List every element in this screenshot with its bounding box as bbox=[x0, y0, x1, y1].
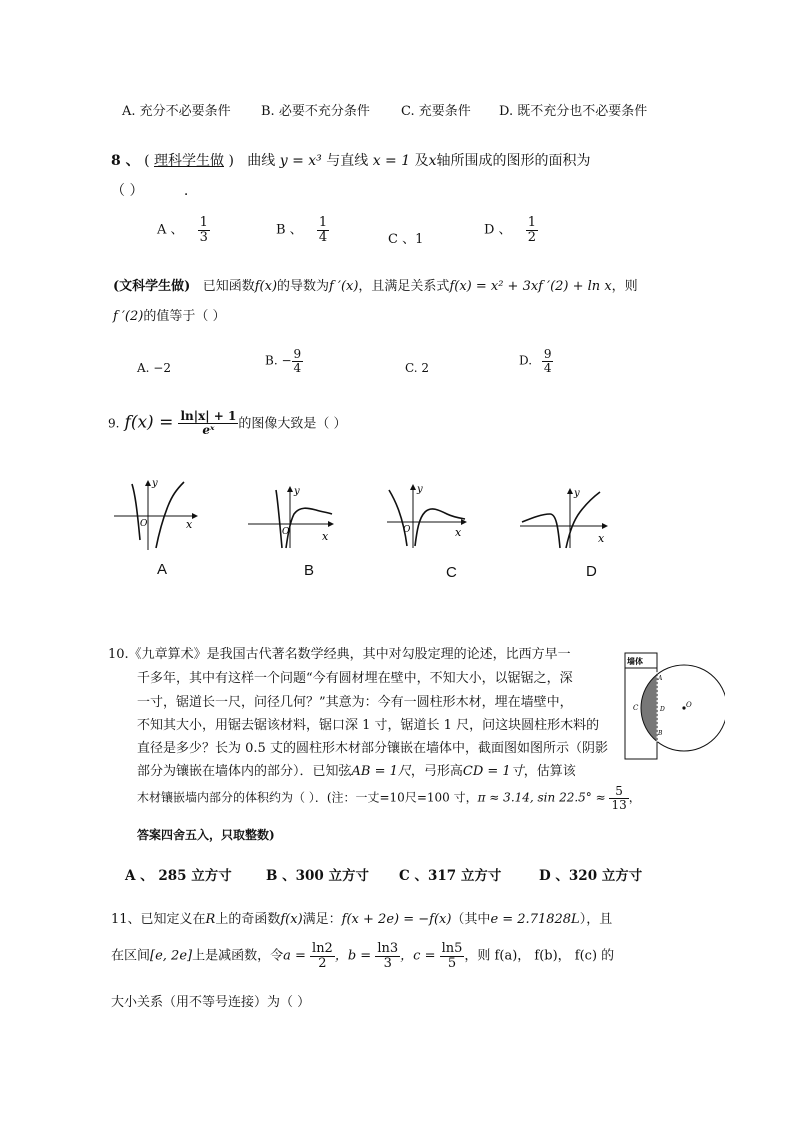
q11-c-frac bbox=[440, 942, 465, 970]
q11-line1a: 11、已知定义在 bbox=[111, 912, 206, 927]
q8w-option-c: C. 2 bbox=[405, 361, 430, 375]
q9-graph-c bbox=[385, 480, 471, 552]
q10-chord: AB = 1尺 bbox=[351, 764, 411, 779]
q11-b-label: ，b = bbox=[334, 948, 372, 964]
q8w-stem bbox=[113, 275, 638, 294]
frac-den: 5 bbox=[447, 955, 457, 971]
q11-line2b: 上是减函数，令 bbox=[192, 948, 284, 964]
q11-line1 bbox=[111, 908, 612, 927]
y-label: y bbox=[417, 484, 423, 495]
x-arrow bbox=[602, 523, 608, 529]
origin-label: O bbox=[282, 527, 290, 537]
q8-option-b bbox=[276, 216, 329, 244]
q8-tag-open: ( bbox=[144, 153, 150, 169]
q11-line1b: 上的奇函数 bbox=[215, 912, 281, 927]
frac-num: 1 bbox=[527, 215, 536, 230]
x-arrow bbox=[328, 521, 334, 527]
q11-line1d: （其中 bbox=[451, 912, 491, 927]
q8-blank-line bbox=[111, 180, 188, 200]
q10-option-a: A 、 285 立方寸 bbox=[125, 868, 232, 884]
q10-constants: π ≈ 3.14, sin 22.5° ≈ bbox=[477, 790, 606, 805]
q11-R: R bbox=[205, 912, 216, 927]
embedded-segment bbox=[641, 665, 657, 751]
q8w-option-d-label: D. bbox=[519, 353, 533, 368]
q8-dot: . bbox=[183, 183, 189, 199]
q11-line1c: 满足： bbox=[302, 912, 342, 927]
q8w-stem-a: 已知函数 bbox=[202, 279, 255, 294]
frac-den: 3 bbox=[383, 955, 392, 971]
frac-num: 9 bbox=[293, 347, 302, 361]
q8w-fpx: f ′(x) bbox=[329, 279, 359, 294]
q8-option-d-frac bbox=[526, 216, 538, 244]
q11-b-frac bbox=[375, 942, 400, 970]
y-arrow bbox=[567, 488, 573, 494]
q11-a-label: a = bbox=[283, 948, 306, 964]
q10-option-d: D 、320 立方寸 bbox=[539, 868, 643, 884]
q11-line2a: 在区间 bbox=[111, 948, 151, 964]
q10-frac bbox=[609, 785, 628, 811]
q8-stem-d: 轴所围成的图形的面积为 bbox=[436, 153, 591, 169]
q8w-stem-c: ，且满足关系式 bbox=[358, 279, 450, 294]
q8w-option-b bbox=[265, 348, 303, 374]
x-arrow bbox=[192, 513, 198, 519]
q8-option-d bbox=[484, 216, 538, 244]
q8-tag-close: ) bbox=[228, 153, 234, 169]
q9-graph-a-label: A bbox=[157, 561, 168, 578]
q7-option-a: A. 充分不必要条件 bbox=[122, 104, 231, 119]
frac-den: 3 bbox=[199, 229, 208, 245]
curve-left bbox=[132, 484, 140, 540]
q8-stem-c: 及 bbox=[414, 153, 429, 169]
q9-number: 9. bbox=[108, 416, 120, 431]
q8w-tag: (文科学生做) bbox=[113, 279, 191, 294]
q8-number: 8 、 bbox=[111, 153, 140, 169]
q8w-option-b-frac bbox=[292, 348, 304, 374]
q11-fx: f(x) bbox=[280, 912, 303, 927]
frac-num: 9 bbox=[543, 347, 552, 361]
q8-blank: （ ） bbox=[111, 183, 144, 199]
q10-line7a: 木材镶嵌墙内部分的体积约为（ ）．(注：一丈=10尺=100 寸， bbox=[137, 790, 478, 805]
q8-curve: y = x³ bbox=[279, 153, 322, 169]
q9-graph-d bbox=[518, 484, 614, 552]
frac-den: 2 bbox=[318, 955, 327, 971]
q8-stem-b: 与直线 bbox=[326, 153, 369, 169]
q8w-option-d bbox=[519, 348, 553, 374]
q9-graph-b bbox=[246, 482, 338, 552]
q7-option-b: B. 必要不充分条件 bbox=[261, 104, 370, 119]
q7-option-d: D. 既不充分也不必要条件 bbox=[499, 104, 648, 119]
q10-line6e: ，估算该 bbox=[523, 764, 576, 779]
curve-right bbox=[566, 492, 600, 548]
y-arrow bbox=[410, 484, 416, 490]
q8-axis: x bbox=[428, 153, 437, 169]
frac-num: 1 bbox=[318, 215, 328, 230]
curve-left bbox=[276, 490, 282, 548]
curve-right bbox=[156, 482, 184, 548]
q11-line2 bbox=[111, 942, 614, 970]
q9-f-label: f(x) = bbox=[124, 412, 174, 433]
x-arrow bbox=[461, 519, 467, 525]
q10-line1: 10.《九章算术》是我国古代著名数学经典，其中对勾股定理的论述，比西方早一 bbox=[108, 647, 571, 662]
frac-den: 4 bbox=[293, 360, 302, 375]
curve-left bbox=[389, 490, 407, 546]
q9-graph-a bbox=[110, 476, 200, 552]
q11-line2c: ，则 f(a)， f(b)， f(c) 的 bbox=[464, 948, 615, 964]
x-label: x bbox=[322, 530, 329, 543]
q9-graph-b-label: B bbox=[304, 562, 315, 579]
q8-stem-a: 曲线 bbox=[247, 153, 276, 169]
q10-line7 bbox=[137, 785, 641, 811]
point-a: A bbox=[658, 675, 663, 682]
q8w-option-b-label: B. − bbox=[265, 353, 292, 368]
point-b: B bbox=[658, 730, 663, 737]
q8-option-a-frac bbox=[198, 216, 210, 244]
q11-c-label: ，c = bbox=[400, 948, 436, 964]
point-o: O bbox=[686, 701, 692, 709]
frac-num: ln3 bbox=[377, 941, 399, 956]
q8w-relation: f(x) = x² + 3xf ′(2) + ln x bbox=[449, 279, 612, 294]
q8w-option-a: A. −2 bbox=[137, 361, 171, 375]
q8-stem bbox=[111, 150, 591, 170]
q9-graph-d-label: D bbox=[586, 563, 597, 580]
q10-height: CD = 1寸 bbox=[462, 764, 524, 779]
frac-den: 2 bbox=[527, 229, 536, 245]
x-label: x bbox=[598, 532, 605, 545]
frac-den: eˣ bbox=[202, 422, 215, 437]
q8-option-b-label: B 、 bbox=[276, 222, 303, 238]
q10-line5: 直径是多少？长为 0.5 丈的圆柱形木材部分镶嵌在墙体中，截面图如图所示（阴影 bbox=[137, 741, 608, 756]
frac-num: 1 bbox=[199, 215, 208, 230]
frac-den: 4 bbox=[318, 229, 328, 245]
wall-label: 墙体 bbox=[627, 657, 643, 666]
q10-figure bbox=[620, 650, 725, 764]
q8-option-a bbox=[157, 216, 210, 244]
q8w-stem-b: 的导数为 bbox=[277, 279, 330, 294]
y-arrow bbox=[287, 486, 293, 492]
frac-num: 5 bbox=[609, 785, 628, 799]
frac-den: 4 bbox=[543, 360, 552, 375]
q8w-fx: f(x) bbox=[254, 279, 278, 294]
q10-line8: 答案四舍五入，只取整数) bbox=[137, 828, 275, 842]
y-arrow bbox=[145, 480, 151, 486]
y-label: y bbox=[574, 488, 580, 499]
q11-interval: [e, 2e] bbox=[150, 948, 193, 964]
y-label: y bbox=[152, 478, 158, 489]
q10-line6c: ，弓形高 bbox=[410, 764, 463, 779]
q8-tag: 理科学生做 bbox=[154, 153, 224, 169]
q9-stem bbox=[108, 410, 347, 436]
q10-line6a: 部分为镶嵌在墙体内的部分）．已知弦 bbox=[137, 764, 352, 779]
q9-stem-text: 的图像大致是（ ） bbox=[238, 416, 347, 432]
q10-line6 bbox=[137, 760, 576, 779]
x-label: x bbox=[186, 518, 193, 531]
q8w-option-d-frac bbox=[542, 348, 554, 374]
q11-relation: f(x + 2e) = −f(x) bbox=[341, 912, 452, 927]
q8-option-d-label: D 、 bbox=[484, 222, 512, 238]
q10-option-c: C 、317 立方寸 bbox=[399, 868, 502, 884]
q8w-stem-line2 bbox=[113, 305, 225, 324]
q9-frac bbox=[178, 410, 238, 436]
q11-e-value: e = 2.71828L bbox=[490, 912, 580, 927]
point-d: D bbox=[660, 706, 665, 713]
q8w-stem-d: ，则 bbox=[611, 279, 638, 294]
origin-label: O bbox=[140, 519, 148, 529]
q10-line2: 千多年，其中有这样一个问题“今有圆材埋在壁中，不知大小，以锯锯之，深 bbox=[137, 671, 573, 686]
q10-option-b: B 、300 立方寸 bbox=[266, 868, 369, 884]
q9-graph-c-label: C bbox=[446, 564, 457, 581]
frac-num: ln|x| + 1 bbox=[180, 409, 237, 423]
origin-label: O bbox=[403, 525, 411, 535]
q11-line1e: ），且 bbox=[579, 912, 613, 927]
q8w-stem-e: 的值等于（ ） bbox=[143, 309, 226, 324]
q10-line7c: ， bbox=[628, 790, 641, 805]
q10-line3: 一寸，锯道长一尺，问径几何？”其意为：今有一圆柱形木材，埋在墙壁中， bbox=[137, 695, 573, 710]
y-label: y bbox=[294, 486, 300, 497]
q8-line: x = 1 bbox=[372, 153, 411, 169]
frac-num: ln5 bbox=[441, 941, 463, 956]
q7-option-c: C. 充要条件 bbox=[401, 104, 471, 119]
q11-line3: 大小关系（用不等号连接）为（ ） bbox=[111, 995, 311, 1010]
q8w-fp2: f ′(2) bbox=[113, 309, 144, 324]
q8-option-b-frac bbox=[317, 216, 329, 244]
q10-line4: 不知其大小，用锯去锯该材料，锯口深 1 寸，锯道长 1 尺，问这块圆柱形木料的 bbox=[137, 718, 600, 733]
q8-option-a-label: A 、 bbox=[157, 222, 184, 238]
curve-left bbox=[522, 514, 560, 548]
frac-den: 13 bbox=[611, 797, 627, 812]
frac-num: ln2 bbox=[312, 941, 333, 956]
point-c: C bbox=[633, 704, 639, 712]
q8-option-c: C 、1 bbox=[388, 232, 424, 247]
x-label: x bbox=[455, 526, 462, 539]
q11-a-frac bbox=[310, 942, 335, 970]
